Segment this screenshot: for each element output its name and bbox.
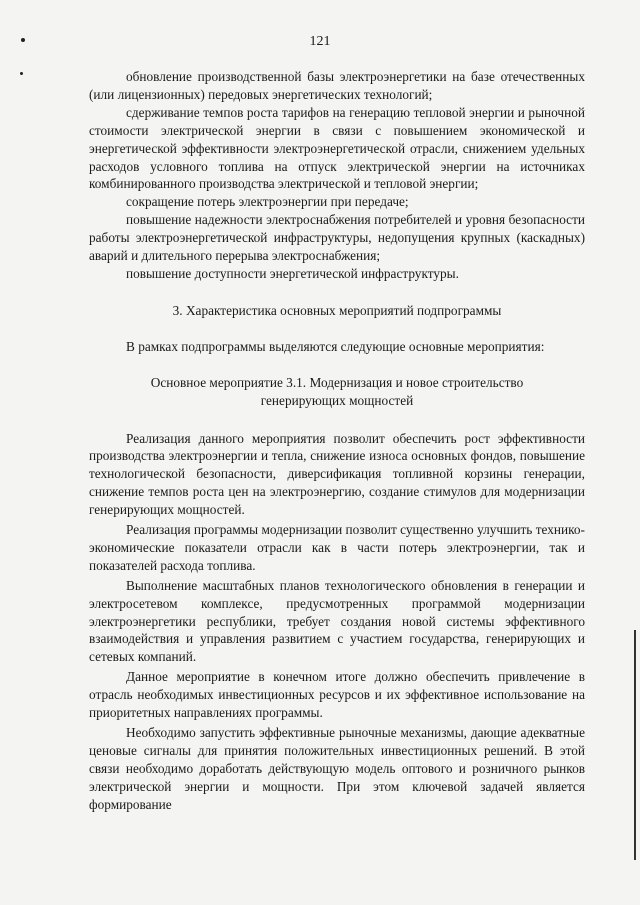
list-item: сокращение потерь электроэнергии при передаче; bbox=[126, 194, 409, 210]
list-item: обновление производственной базы электроэнергетики на базе отечественных (или лицензионных) передовых энергетических технологий; bbox=[89, 69, 585, 102]
list-item: повышение надежности электроснабжения потребителей и уровня безопасности работы электроэнергетической инфраструктуры, недопущения крупных (каскадных) аварий и длительного перерыва электроснабжения; bbox=[89, 212, 585, 264]
event-heading-line: Основное мероприятие 3.1. Модернизация и новое строительство bbox=[150, 374, 524, 390]
document-body bbox=[89, 68, 585, 814]
event-heading bbox=[89, 374, 585, 410]
page-number: 121 bbox=[309, 34, 331, 49]
paragraph: Реализация программы модернизации позволит существенно улучшить технико-экономические показатели отрасли как в части потерь электроэнергии, так и показателей расхода топлива. bbox=[89, 522, 585, 573]
event-heading-line: генерирующих мощностей bbox=[260, 392, 414, 408]
paragraph: Данное мероприятие в конечном итоге должно обеспечить привлечение в отрасль необходимых инвестиционных ресурсов и их эффективное использование на приоритетных направлениях программы. bbox=[89, 669, 585, 721]
intro-paragraph: В рамках подпрограммы выделяются следующие основные мероприятия: bbox=[126, 338, 545, 354]
scan-speck bbox=[21, 38, 25, 42]
paragraph: Необходимо запустить эффективные рыночные механизмы, дающие адекватные ценовые сигналы для принятия положительных инвестиционных решений. В этой связи необходимо доработать действующую модель оптового и розничного рынков электрической энергии и мощности. При этом ключевой задачей является формирование bbox=[89, 725, 585, 812]
scan-speck bbox=[20, 72, 23, 75]
section-heading: 3. Характеристика основных мероприятий подпрограммы bbox=[172, 302, 502, 318]
list-item: сдерживание темпов роста тарифов на генерацию тепловой энергии и рыночной стоимости электрической энергии в связи с повышением экономической и энергетической эффективности электроэнергетической отрасли, снижением удельных расходов условного топлива на отпуск электрической энергии на источниках комбинированного производства электрической и тепловой энергии; bbox=[89, 104, 585, 192]
list-item: повышение доступности энергетической инфраструктуры. bbox=[126, 265, 459, 281]
paragraph: Реализация данного мероприятия позволит обеспечить рост эффективности производства электроэнергии и тепла, снижение износа основных фондов, повышение технологической безопасности, диверсификация топливной корзины генерации, снижение темпов роста цен на электроэнергию, создание стимулов для модернизации генерирующих мощностей. bbox=[89, 430, 585, 518]
scan-edge-mark bbox=[634, 630, 636, 860]
paragraph: Выполнение масштабных планов технологического обновления в генерации и электросетевом комплексе, предусмотренных программой модернизации электроэнергетики республики, требует создания новой системы эффективного взаимодействия и управления развитием с участием государства, генерирующих и сетевых компаний. bbox=[89, 577, 585, 665]
